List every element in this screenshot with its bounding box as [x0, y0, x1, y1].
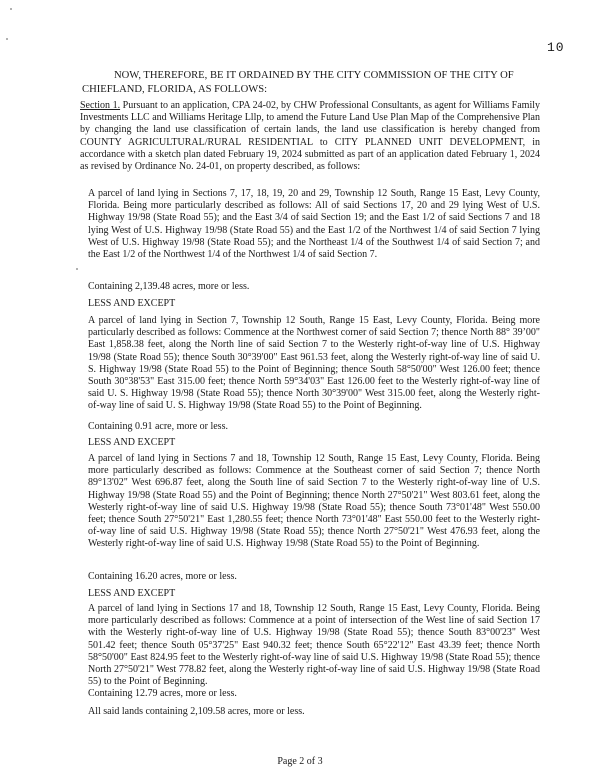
parcel-1-description: A parcel of land lying in Sections 7, 17, 18, 19, 20 and 29, Township 12 South, Range 15 East, Levy County, Florida. Being more particularly described as follows: All of said Sections 17, 20 and 29 lying West of U.S. Highway 19/98 (State Road 55); and the East 3/4 of said Section 19; and the East 1/2 of said Sections 7 and 18 lying West of U.S. Highway 19/98 (State Road 55) and the East 1/2 of the Northwest 1/4 of said Section 7 lying West of U.S. Highway 19/98 (State Road 55); and the Northeast 1/4 of the Southwest 1/4 of said Section 7; and the East 1/2 of the Northwest 1/4 of the Northwest 1/4 of said Section 7.: [88, 188, 540, 261]
parcel-1-containing: Containing 2,139.48 acres, more or less.: [88, 281, 250, 292]
ordinance-heading: NOW, THEREFORE, BE IT ORDAINED BY THE CITY COMMISSION OF THE CITY OF CHIEFLAND, FLORIDA, AS FOLLOWS:: [82, 70, 514, 95]
section-label: Section 1.: [80, 100, 121, 111]
page-number-top: 10: [547, 40, 565, 55]
parcel-2-description: A parcel of land lying in Section 7, Township 12 South, Range 15 East, Levy County, Florida. Being more particularly described as follows: Commence at the Northwest corner of said Section 7; thence North 88° 39’00" East 1,858.38 feet, along the North line of said Section 7 to the Westerly right-of-way line of U.S. Highway 19/98 (State Road 55); thence South 30°39'00" East 961.53 feet, along the Westerly right-of-way line of said U. S. Highway 19/98 (State Road 55) to the Point of Beginning; thence South 58°50'00" West 126.00 feet; thence South 30°38'53" East 315.00 feet; thence North 59°34'03" East 126.00 feet to the Westerly right-of-way line of said U. S. Highway 19/98 (State Road 55); thence North 30°39'00" West 315.00 feet, along the Westerly right-of-way line of said U. S. Highway 19/98 (State Road 55) to the Point of Beginning.: [88, 315, 540, 412]
parcel-4-containing: Containing 12.79 acres, more or less.: [88, 688, 237, 699]
parcel-2-containing: Containing 0.91 acre, more or less.: [88, 421, 228, 432]
parcel-3-description: A parcel of land lying in Sections 7 and 18, Township 12 South, Range 15 East, Levy County, Florida. Being more particularly described as follows: Commence at the Southeast corner of said Section 7; thence North 89°13'02" West 696.87 feet, along the South line of said Section 7 to the Westerly right-of-way line of U.S. Highway 19/98 (State Road 55) and the Point of Beginning; thence North 27°50'21" West 803.61 feet, along the Westerly right-of-way line of said U.S. Highway 19/98 (State Road 55); thence South 73°01'48" West 550.00 feet; thence South 27°50'21" East 1,280.55 feet; thence North 73°01'48" East 550.00 feet to the Westerly right-of-way line of said U.S. Highway 19/98 (State Road 55); thence North 27°50'21" West 476.93 feet, along the Westerly right-of-way line of said U.S. Highway 19/98 (State Road 55) to the Point of Beginning.: [88, 453, 540, 550]
total-acreage-summary: All said lands containing 2,109.58 acres, more or less.: [88, 706, 305, 717]
scan-speck: [10, 8, 12, 10]
less-and-except-2: LESS AND EXCEPT: [88, 437, 176, 448]
page-footer: Page 2 of 3: [277, 756, 323, 767]
parcel-4-description: A parcel of land lying in Sections 17 and 18, Township 12 South, Range 15 East, Levy County, Florida. Being more particularly described as follows: Commence at a point of intersection of the West line of said Section 17 with the Westerly right-of-way line of U.S. Highway 19/98 (State Road 55); thence South 83°00'23" West 501.42 feet; thence South 05°37'25" East 940.32 feet; thence South 65°22'12" East 43.39 feet; thence North 58°50'00" East 824.95 feet to the Westerly right-of-way line of said U.S. Highway 19/98 (State Road 55); thence North 27°50'21" West 778.82 feet, along the Westerly right-of-way line of said U.S. Highway 19/98 (State Road 55) to the Point of Beginning.: [88, 603, 540, 688]
section-1-paragraph: [80, 100, 540, 173]
parcel-3-containing: Containing 16.20 acres, more or less.: [88, 571, 237, 582]
section-text: Pursuant to an application, CPA 24-02, by CHW Professional Consultants, as agent for Williams Family Investments LLC and Williams Heritage Lllp, to amend the Future Land Use Plan Map of the Comprehensive Plan by changing the land use classification of certain lands, the land use classification is hereby changed from COUNTY AGRICULTURAL/RURAL RESIDENTIAL to CITY PLANNED UNIT DEVELOPMENT, in accordance with a sketch plan dated February 19, 2024 submitted as part of an application dated February 1, 2024 as revised by Ordinance No. 24-01, on property described, as follows:: [80, 100, 540, 173]
less-and-except-3: LESS AND EXCEPT: [88, 588, 176, 599]
less-and-except-1: LESS AND EXCEPT: [88, 298, 176, 309]
scan-speck: [76, 268, 78, 270]
scan-speck: [6, 38, 8, 40]
